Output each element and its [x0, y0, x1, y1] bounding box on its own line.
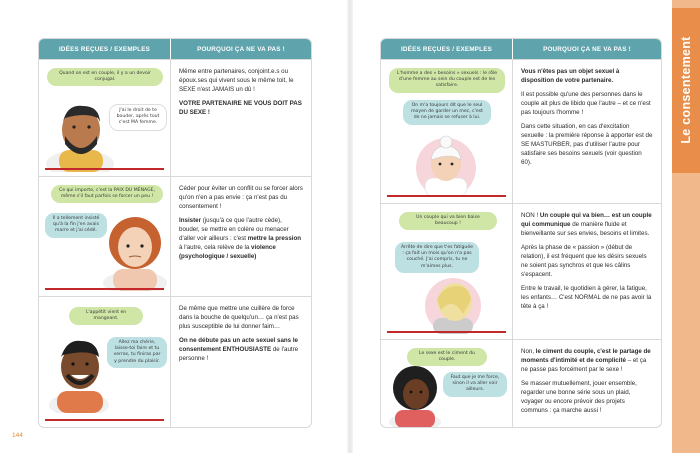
table-row [39, 296, 311, 428]
explanation-paragraph: Céder pour éviter un conflit ou se forcer alors qu'on n'en a pas envie : ça n'est pas du consentement ! [179, 185, 303, 210]
explanation-cell [513, 60, 661, 203]
right-page [350, 0, 700, 453]
explanation-cell [513, 204, 661, 339]
chapter-side-tab [672, 0, 700, 453]
explanation-paragraph: Même entre partenaires, conjoint.e.s ou époux.ses qui vivent sous le même toit, le SEXE n'est JAMAIS un dû ! [179, 68, 294, 93]
speech-bubble-woman: On m'a toujours dit que le seul moyen de garder un mec, c'est de ne jamais se refuser à lui. [403, 100, 491, 125]
explanation-paragraph: NON ! Un couple qui va bien… est un couple qui communique de manière fluide et bienveillante sur ses envies, besoins et limites. [521, 212, 652, 237]
table-row [381, 59, 661, 203]
man-with-beard-illustration [45, 94, 115, 172]
speech-bubble-quote: Ce qui importe, c'est la PAIX DU MÉNAGE, même s'il faut parfois se forcer un peu ! [51, 185, 163, 203]
table-row [381, 339, 661, 428]
speech-bubble-man: J'ai le droit de te bouder, après tout c'est MA femme. [109, 104, 167, 131]
header-col-why: POURQUOI ÇA NE VA PAS ! [197, 45, 285, 53]
speech-bubble-man: Allez ma chérie, laisse-toi faire et tu verras, tu finiras par y prendre du plaisir. [107, 337, 167, 368]
explanation-cell [171, 297, 311, 428]
explanation-highlight: VOTRE PARTENAIRE NE VOUS DOIT PAS DU SEXE ! [179, 99, 302, 116]
table-row [381, 203, 661, 339]
woman-curly-hair-illustration [101, 209, 167, 291]
table-header [39, 39, 311, 59]
illustration-cell [39, 60, 171, 176]
speech-bubble-partner: Arrête de dire que t'es fatiguée : ça fait un mois qu'on n'a pas couché. J'ai compris, tu ne m'aimes plus. [395, 242, 479, 273]
explanation-paragraph: Insister (jusqu'à ce que l'autre cède), bouder, se mettre en colère ou menacer d'aller voir ailleurs : c'est mettre la pression à l'autre, cela relève de la violence (psychologique / sexuelle) [179, 216, 302, 260]
table-edge-line [387, 331, 506, 333]
explanation-paragraph: Entre le travail, le quotidien à gérer, la fatigue, les enfants… C'est NORMAL de ne pas avoir la tête à ça ! [521, 284, 652, 310]
illustration-cell [381, 340, 513, 428]
speech-bubble-quote: L'homme a des « besoins » sexuels : le rôle d'une femme au sein du couple est de les satisfaire. [389, 68, 505, 93]
speech-bubble-quote: L'appétit vient en mangeant. [69, 307, 143, 325]
smiling-man-illustration [47, 331, 113, 413]
speech-bubble-quote: Quand on est en couple, il y a un devoir conjugal. [47, 68, 163, 86]
explanation-cell [171, 60, 311, 176]
illustration-cell [39, 297, 171, 428]
explanation-paragraph: Non, le ciment du couple, c'est le partage de moments d'intimité et de complicité – et ça ne passe pas forcément par le sexe ! [521, 348, 651, 373]
explanation-cell [171, 177, 311, 296]
header-col-examples: IDÉES REÇUES / EXEMPLES [39, 39, 171, 59]
header-col-examples: IDÉES REÇUES / EXEMPLES [381, 39, 513, 59]
explanation-paragraph: Il est possible qu'une des personnes dans le couple ait plus de libido que l'autre – et ce n'est pas toujours l'homme ! [521, 90, 651, 116]
table-row [39, 176, 311, 296]
explanation-highlight: Vous n'êtes pas un objet sexuel à disposition de votre partenaire. [521, 68, 620, 84]
page-number: 144 [12, 432, 23, 439]
explanation-paragraph: Dans cette situation, en cas d'excitation sexuelle : la première réponse à apporter est de SE MASTURBER, pas d'utiliser l'autre pour satisfaire ses besoins sexuels (voir question 60). [521, 122, 653, 166]
table-edge-line [45, 168, 164, 170]
speech-bubble-woman: Il a tellement insisté qu'à la fin j'en avais marre et j'ai cédé. [45, 213, 107, 238]
right-table [380, 38, 662, 428]
table-edge-line [387, 195, 506, 197]
blonde-person-illustration [413, 274, 489, 334]
speech-bubble-quote: Le sexe est le ciment du couple. [407, 348, 487, 366]
woman-with-bun-illustration [411, 134, 481, 196]
illustration-cell [39, 177, 171, 296]
speech-bubble-quote: Un couple qui va bien baise beaucoup ! [399, 212, 497, 230]
illustration-cell [381, 204, 513, 339]
explanation-paragraph: Se masser mutuellement, jouer ensemble, regarder une bonne série sous un plaid, voyager ou encore prévoir des projets communs : ça marche aussi ! [521, 379, 637, 414]
table-header [381, 39, 661, 59]
explanation-paragraph: Après la phase de « passion » (début de relation), il est fréquent que les désirs sexuels ne soient pas synchros et que les câlins s'espacent. [521, 243, 647, 278]
header-col-why: POURQUOI ÇA NE VA PAS ! [543, 45, 631, 53]
table-edge-line [45, 419, 164, 421]
chapter-title: Le consentement [679, 36, 693, 144]
speech-bubble-woman: Faut que je me force, sinon il va aller voir ailleurs. [443, 372, 507, 397]
left-table [38, 38, 312, 428]
explanation-paragraph: De même que mettre une cuillère de force dans la bouche de quelqu'un… ça n'est pas plus susceptible de lui donner faim… [179, 305, 299, 330]
explanation-cell [513, 340, 661, 428]
woman-afro-illustration [387, 362, 443, 428]
table-edge-line [45, 288, 164, 290]
illustration-cell [381, 60, 513, 203]
explanation-paragraph: On ne débute pas un acte sexuel sans le consentement ENTHOUSIASTE de l'autre personne ! [179, 336, 299, 362]
table-row [39, 59, 311, 176]
